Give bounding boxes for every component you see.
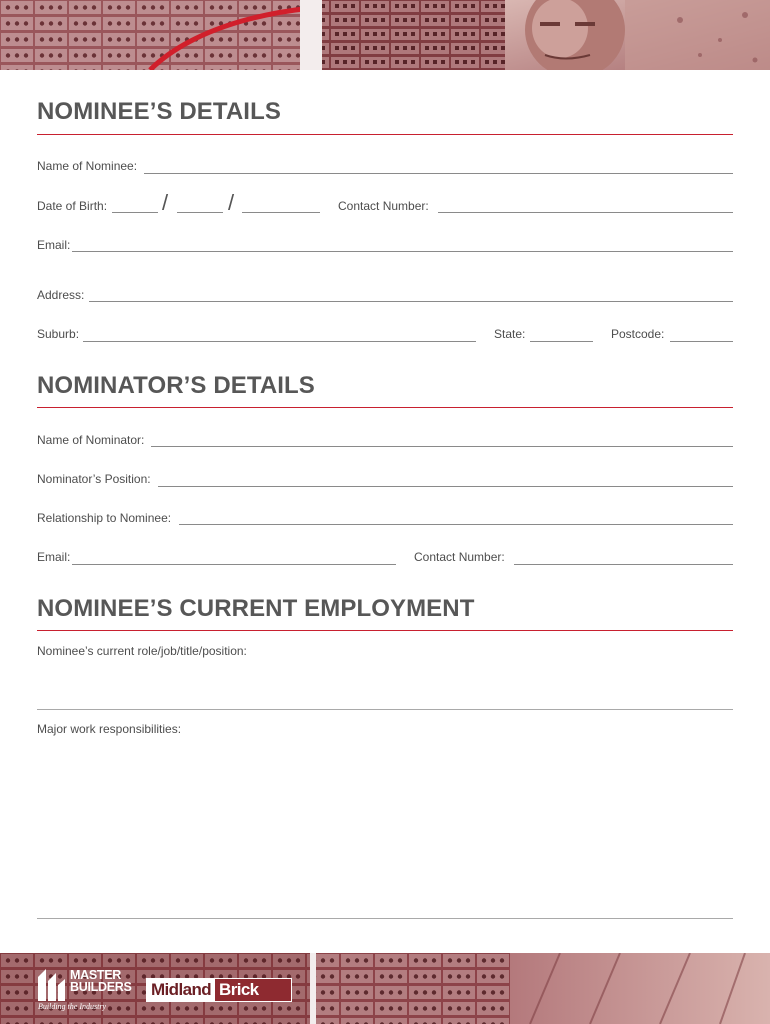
- nominator-position-label: Nominator’s Position:: [37, 472, 151, 486]
- employment-heading: NOMINEE’S CURRENT EMPLOYMENT: [37, 595, 475, 622]
- master-builders-emblem-icon: [36, 967, 66, 1001]
- relationship-label: Relationship to Nominee:: [37, 511, 172, 525]
- master-builders-tagline: Building the Industry: [38, 1002, 106, 1011]
- nominee-email-field[interactable]: [72, 251, 733, 252]
- master-builders-line2: BUILDERS: [70, 980, 132, 994]
- dob-year-field[interactable]: [242, 212, 320, 213]
- header-photo-banner: [0, 0, 770, 70]
- nominee-postcode-label: Postcode:: [611, 327, 665, 341]
- dob-separator-1: /: [162, 190, 169, 215]
- nominator-details-heading: NOMINATOR’S DETAILS: [37, 372, 315, 399]
- nominee-address-field[interactable]: [89, 301, 733, 302]
- nominee-suburb-label: Suburb:: [37, 327, 80, 341]
- nominee-heading-rule: [37, 134, 733, 135]
- nominee-address-label: Address:: [37, 288, 85, 302]
- nominee-suburb-field[interactable]: [83, 341, 476, 342]
- nominee-postcode-field[interactable]: [670, 341, 733, 342]
- master-builders-line1: MASTER: [70, 968, 121, 982]
- header-photo-image: [0, 0, 770, 70]
- midland-brick-part2: Brick: [215, 979, 291, 1001]
- nominee-contact-label: Contact Number:: [338, 199, 429, 213]
- midland-brick-part1: Midland: [147, 979, 215, 1001]
- nominator-contact-label: Contact Number:: [414, 550, 505, 564]
- responsibilities-field[interactable]: [37, 918, 733, 919]
- responsibilities-label: Major work responsibilities:: [37, 722, 182, 736]
- relationship-field[interactable]: [179, 524, 733, 525]
- nominator-email-label: Email:: [37, 550, 71, 564]
- nominee-contact-field[interactable]: [438, 212, 733, 213]
- nominee-name-field[interactable]: [144, 173, 733, 174]
- nominator-position-field[interactable]: [158, 486, 733, 487]
- nominee-details-heading: NOMINEE’S DETAILS: [37, 98, 281, 125]
- nominator-name-label: Name of Nominator:: [37, 433, 145, 447]
- nominee-state-label: State:: [494, 327, 526, 341]
- nominator-name-field[interactable]: [151, 446, 733, 447]
- nominator-contact-field[interactable]: [514, 564, 733, 565]
- nominee-name-label: Name of Nominee:: [37, 159, 138, 173]
- dob-month-field[interactable]: [177, 212, 223, 213]
- employment-heading-rule: [37, 630, 733, 631]
- nominator-heading-rule: [37, 407, 733, 408]
- nominee-email-label: Email:: [37, 238, 71, 252]
- dob-day-field[interactable]: [112, 212, 158, 213]
- current-role-label: Nominee’s current role/job/title/position:: [37, 644, 247, 658]
- nominator-email-field[interactable]: [72, 564, 396, 565]
- date-of-birth-label: Date of Birth:: [37, 199, 108, 213]
- current-role-field[interactable]: [37, 709, 733, 710]
- dob-separator-2: /: [228, 190, 235, 215]
- nominee-state-field[interactable]: [530, 341, 593, 342]
- midland-brick-logo: [146, 978, 292, 1002]
- master-builders-logo: [36, 966, 146, 1016]
